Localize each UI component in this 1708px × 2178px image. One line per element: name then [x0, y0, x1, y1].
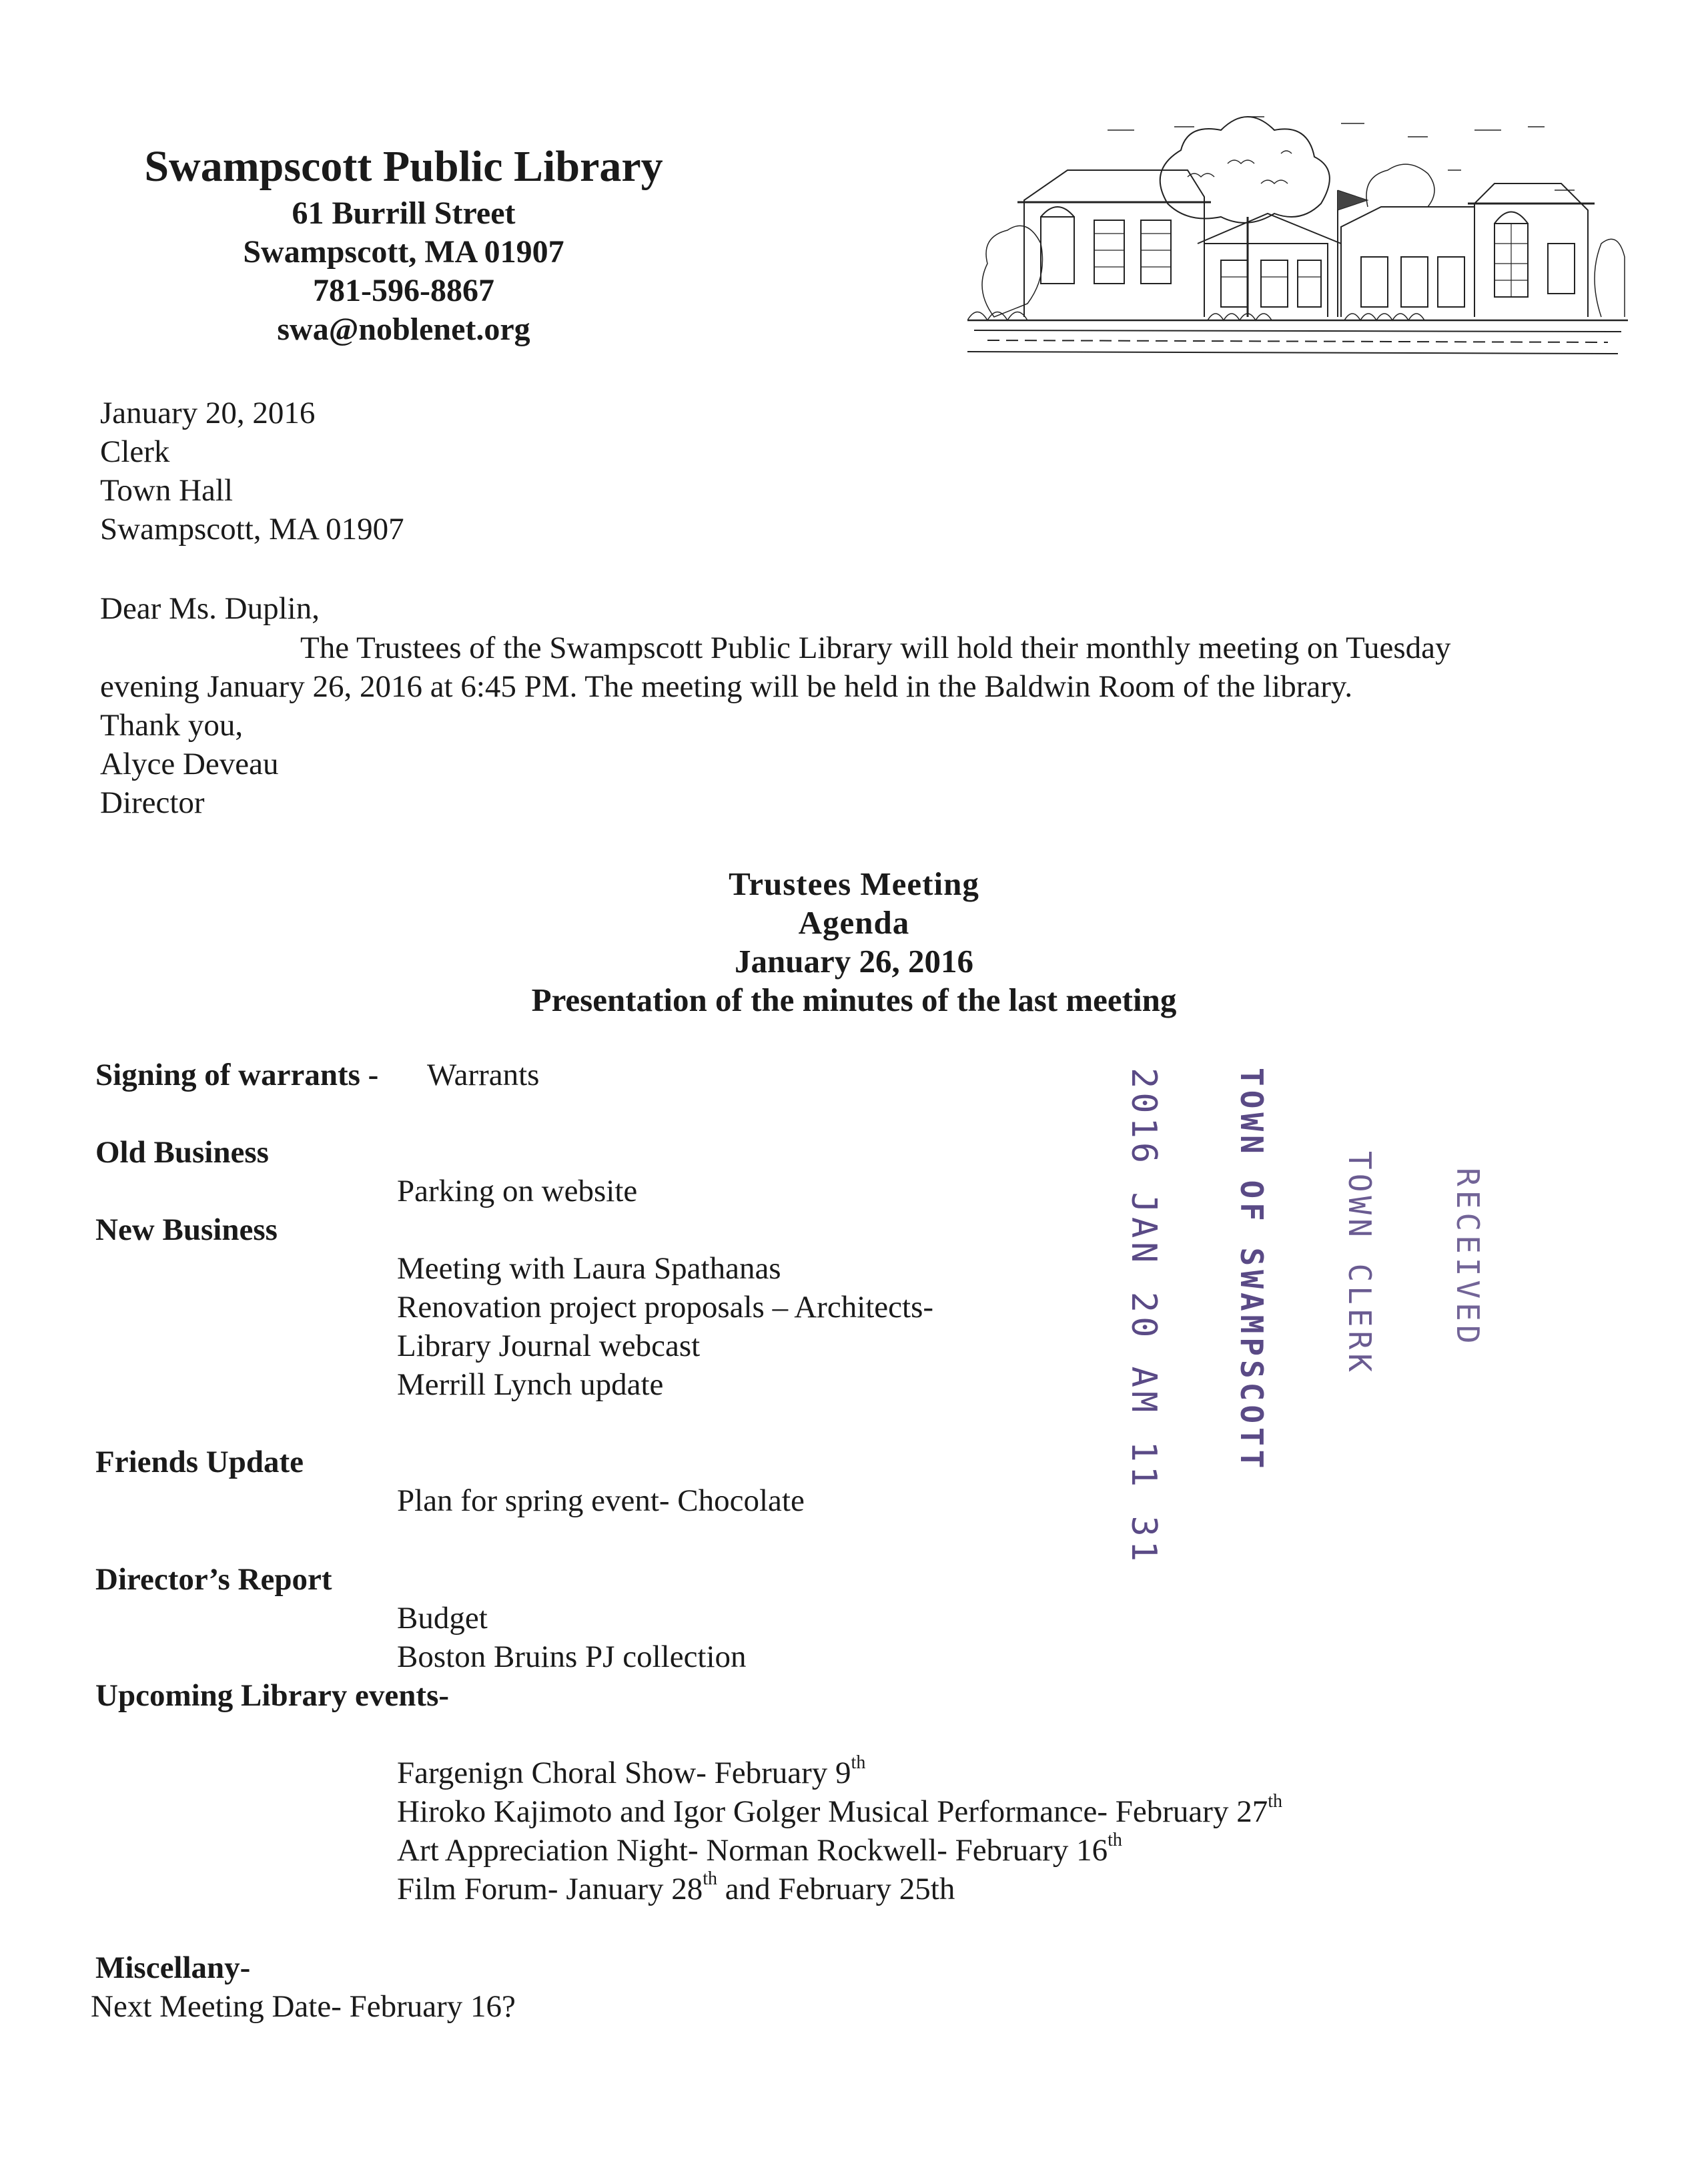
library-name: Swampscott Public Library — [144, 142, 663, 191]
library-phone: 781-596-8867 — [313, 273, 494, 308]
library-street: 61 Burrill Street — [292, 196, 516, 231]
section-signing-warrants: Signing of warrants - — [95, 1058, 379, 1092]
stamp-town-clerk: TOWN CLERK — [1342, 1151, 1378, 1376]
upcoming-event-item: Art Appreciation Night- Norman Rockwell- February 16th — [397, 1830, 1122, 1868]
new-business-item: Renovation project proposals – Architects- — [397, 1290, 934, 1325]
signer-title: Director — [100, 785, 205, 820]
salutation: Dear Ms. Duplin, — [100, 591, 320, 626]
new-business-item: Merrill Lynch update — [397, 1367, 664, 1402]
new-business-item: Meeting with Laura Spathanas — [397, 1251, 781, 1286]
agenda-minutes: Presentation of the minutes of the last meeting — [531, 982, 1177, 1018]
directors-report-item: Boston Bruins PJ collection — [397, 1640, 747, 1674]
stamp-datetime: 2016 JAN 20 AM 11 31 — [1124, 1068, 1164, 1566]
library-email: swa@noblenet.org — [277, 312, 530, 347]
recipient-title: Clerk — [100, 434, 170, 469]
letter-body-line-2: evening January 26, 2016 at 6:45 PM. The meeting will be held in the Baldwin Room of the library. — [100, 669, 1353, 704]
directors-report-item: Budget — [397, 1601, 488, 1636]
friends-update-item: Plan for spring event- Chocolate — [397, 1483, 805, 1518]
library-building-sketch — [967, 90, 1628, 370]
letter-closing: Thank you, — [100, 708, 244, 743]
miscellany-item: Next Meeting Date- February 16? — [91, 1989, 516, 2024]
agenda-date: January 26, 2016 — [734, 943, 973, 980]
upcoming-event-item: Hiroko Kajimoto and Igor Golger Musical Performance- February 27th — [397, 1791, 1282, 1829]
old-business-item: Parking on website — [397, 1174, 638, 1208]
letter-date: January 20, 2016 — [100, 396, 316, 430]
section-new-business: New Business — [95, 1212, 278, 1247]
section-old-business: Old Business — [95, 1135, 269, 1170]
recipient-city: Swampscott, MA 01907 — [100, 512, 404, 547]
section-directors-report: Director’s Report — [95, 1562, 332, 1597]
letter-body-line-1: The Trustees of the Swampscott Public Library will hold their monthly meeting on Tuesday — [300, 631, 1451, 665]
section-upcoming-events: Upcoming Library events- — [95, 1678, 450, 1713]
stamp-town: TOWN OF SWAMPSCOTT — [1234, 1068, 1270, 1473]
library-city: Swampscott, MA 01907 — [243, 234, 564, 270]
signer-name: Alyce Deveau — [100, 747, 279, 781]
section-friends-update: Friends Update — [95, 1445, 304, 1479]
signing-warrants-value: Warrants — [427, 1058, 540, 1092]
received-stamp — [1090, 1068, 1558, 1565]
recipient-place: Town Hall — [100, 473, 234, 508]
upcoming-event-item: Film Forum- January 28th and February 25th — [397, 1868, 955, 1906]
upcoming-event-item: Fargenign Choral Show- February 9th — [397, 1752, 866, 1790]
agenda-subtitle: Agenda — [798, 904, 910, 941]
agenda-title: Trustees Meeting — [729, 865, 979, 902]
section-miscellany: Miscellany- — [95, 1950, 251, 1985]
stamp-received: RECEIVED — [1450, 1168, 1486, 1348]
new-business-item: Library Journal webcast — [397, 1329, 701, 1363]
